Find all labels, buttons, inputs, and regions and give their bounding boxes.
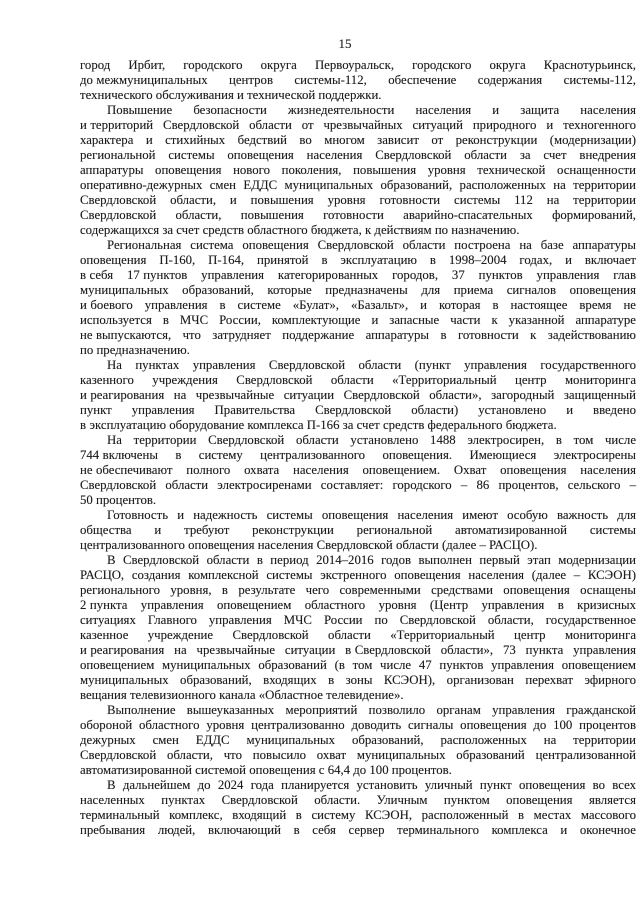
paragraph (80, 58, 636, 103)
text-line: терминальный комплекс, входящий в систему КСЭОН, расположенный в местах массового (80, 808, 636, 822)
text-line: обороной областного уровня централизованно доводить сигналы оповещения до 100 процентов (80, 718, 636, 732)
text-line: 744 включены в систему централизованного оповещения. Имеющиеся электросирены (80, 448, 636, 462)
text-line: Свердловской области электросиренами составляет: городского – 86 процентов, сельского – (80, 478, 636, 492)
text-line: используется в МЧС России, комплектующие и запасные части к указанной аппаратуре (80, 313, 636, 327)
paragraph (80, 238, 636, 358)
text-line: содержащихся за счет средств областного бюджета, к действиям по назначению. (80, 223, 520, 237)
text-line: В дальнейшем до 2024 года планируется установить уличный пункт оповещения во всех (107, 778, 636, 792)
text-line: казенное учреждение Свердловской области «Территориальный центр мониторинга (80, 628, 636, 642)
text-line: региональной системы оповещения населения Свердловской области за счет внедрения (80, 148, 636, 162)
text-line: не выпускаются, что затрудняет поддержание аппаратуры в готовности к задействованию (80, 328, 636, 342)
text-line: В Свердловской области в период 2014–2016 годов выполнен первый этап модернизации (107, 553, 636, 567)
document-body (80, 58, 636, 838)
paragraph (80, 778, 636, 838)
text-line: в себя 17 пунктов управления категорированных городов, 37 пунктов управления глав (80, 268, 637, 282)
text-line: общества и требуют реконструкции региональной автоматизированной системы (80, 523, 636, 537)
text-line: вещания телевизионного канала «Областное телевидение». (80, 688, 404, 702)
text-line: автоматизированной системой оповещения с 64,4 до 100 процентов. (80, 763, 452, 777)
text-line: ситуациях Главного управления МЧС России по Свердловской области, государственное (80, 613, 636, 627)
text-line: и реагирования на чрезвычайные ситуации в Свердловской области», 73 пункта управления (80, 643, 636, 657)
paragraph (80, 103, 636, 238)
text-line: технического обслуживания и технической поддержки. (80, 88, 382, 102)
text-line: и боевого управления в системе «Булат», «Базальт», и которая в настоящее время не (80, 298, 636, 312)
text-line: централизованного оповещения населения Свердловской области (далее – РАСЦО). (80, 538, 538, 552)
text-line: На территории Свердловской области установлено 1488 электросирен, в том числе (107, 433, 636, 447)
text-line: дежурных смен ЕДДС муниципальных образований, расположенных на территории (80, 733, 636, 747)
text-line: РАСЦО, создания комплексной системы экстренного оповещения населения (далее – КСЭОН) (80, 568, 636, 582)
text-line: Готовность и надежность системы оповещения населения имеют особую важность для (107, 508, 636, 522)
text-line: Выполнение вышеуказанных мероприятий позволило органам управления гражданской (107, 703, 636, 717)
text-line: На пунктах управления Свердловской области (пункт управления государственного (107, 358, 636, 372)
text-line: Свердловской области, и повышения уровня готовности системы 112 на территории (80, 193, 636, 207)
text-line: Свердловской области, что повысило охват муниципальных образований централизованной (80, 748, 636, 762)
text-line: по предназначению. (80, 343, 190, 357)
text-line: город Ирбит, городского округа Первоуральск, городского округа Краснотурьинск, (80, 58, 636, 72)
text-line: оповещением муниципальных образований (в том числе 47 пунктов управления оповещением (80, 658, 636, 672)
page-number: 15 (338, 36, 352, 51)
text-line: пункт управления Правительства Свердловской области) установлено и введено (80, 403, 636, 417)
text-line: казенного учреждения Свердловской области «Территориальный центр мониторинга (80, 373, 636, 387)
text-line: 50 процентов. (80, 493, 157, 507)
text-line: регионального уровня, в результате чего современными средствами оповещения оснащены (80, 583, 636, 597)
text-line: населенных пунктах Свердловской области. Уличным пунктом оповещения является (80, 793, 636, 807)
text-line: аппаратуры оповещения нового поколения, повышения уровня технической оснащенности (80, 163, 636, 177)
text-line: Повышение безопасности жизнедеятельности населения и защита населения (107, 103, 636, 117)
paragraph (80, 358, 636, 433)
text-line: до межмуниципальных центров системы-112, обеспечение содержания системы-112, (80, 73, 636, 87)
text-line: Свердловской области, повышения готовности аварийно-спасательных формирований, (80, 208, 636, 222)
text-line: в эксплуатацию оборудование комплекса П-166 за счет средств федерального бюджета. (80, 418, 557, 432)
text-line: не обеспечивают полного охвата населения оповещением. Охват оповещения населения (80, 463, 636, 477)
text-line: пребывания людей, включающий в себя сервер терминального комплекса и оконечное (80, 823, 636, 837)
text-line: муниципальных образований, входящих в зоны КСЭОН), организован перехват эфирного (80, 673, 636, 687)
text-line: и реагирования на чрезвычайные ситуации Свердловской области», загородный защищенный (80, 388, 636, 402)
text-line: оповещения П-160, П-164, принятой в эксплуатацию в 1998–2004 годах, и включает (80, 253, 636, 267)
text-line: муниципальных образований, которые предназначены для приема сигналов оповещения (80, 283, 636, 297)
paragraph (80, 433, 636, 508)
text-line: оперативно-дежурных смен ЕДДС муниципальных образований, расположенных на территории (80, 178, 636, 192)
text-line: 2 пункта управления оповещением областного уровня (Центр управления в кризисных (80, 598, 636, 612)
paragraph (80, 703, 636, 778)
text-line: Региональная система оповещения Свердловской области построена на базе аппаратуры (107, 238, 636, 252)
text-line: и территорий Свердловской области от чрезвычайных ситуаций природного и техногенного (80, 118, 636, 132)
paragraph (80, 508, 636, 553)
paragraph (80, 553, 636, 703)
text-line: характера и стихийных бедствий во многом зависит от реконструкции (модернизации) (80, 133, 636, 147)
